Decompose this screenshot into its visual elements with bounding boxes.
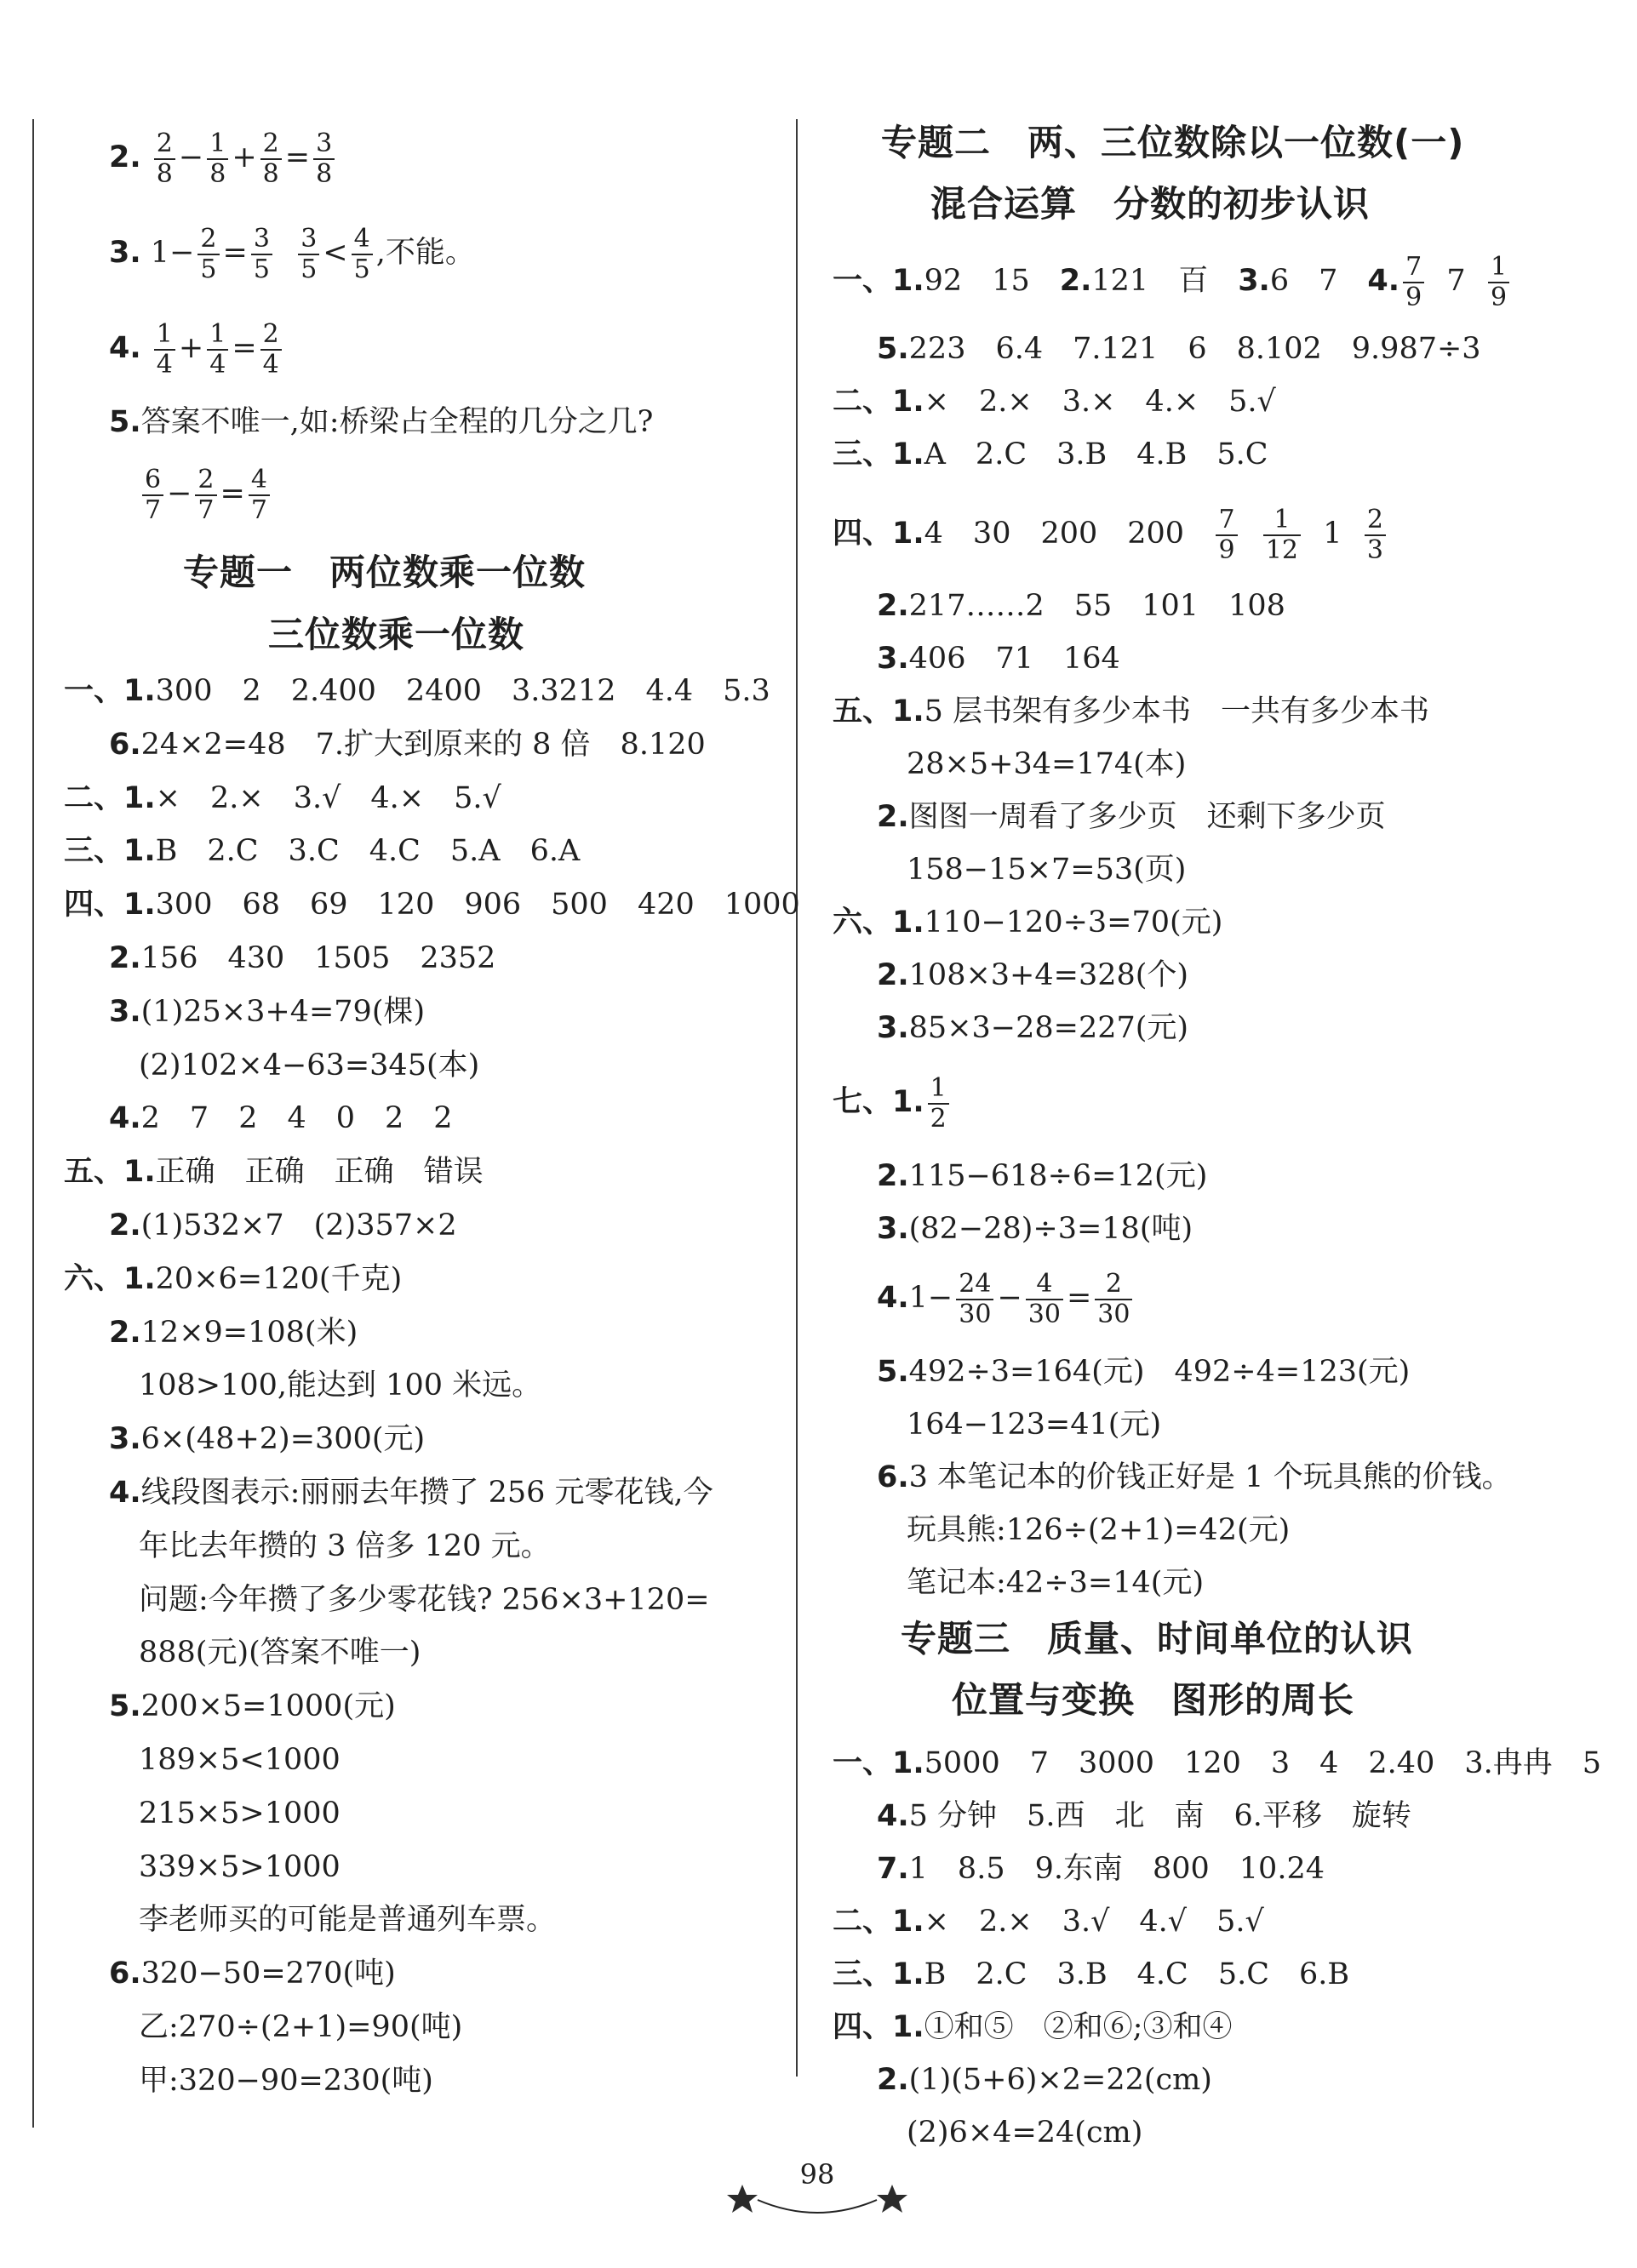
answer-text: 189×5<1000 xyxy=(139,1743,341,1777)
item-number: 四、1. xyxy=(833,2010,924,2044)
answer-line xyxy=(907,746,1186,783)
answer-text: 339×5>1000 xyxy=(139,1849,341,1884)
answer-text: 200×5=1000(元) xyxy=(140,1689,396,1724)
answer-text: 12×9=108(米) xyxy=(140,1315,358,1350)
right-section-7-line-4: 4.1− $\frac{24}{30}$ − $\frac{4}{30}$ = $\frac{2}{30}$ xyxy=(877,1260,1136,1336)
topic-three-heading: 专题三 质量、时间单位的认识 xyxy=(901,1618,1414,1660)
item-number: 二、1. xyxy=(64,780,156,815)
left-answer-5: 5.答案不唯一,如:桥梁占全程的几分之几? xyxy=(109,405,654,439)
topic-three-subheading: 位置与变换 图形的周长 xyxy=(952,1679,1355,1721)
answer-text: (82−28)÷3=18(吨) xyxy=(908,1212,1193,1246)
answer-line xyxy=(833,1956,1349,1993)
answer-line xyxy=(139,1741,341,1779)
answer-line xyxy=(877,1797,1411,1835)
answer-line xyxy=(139,1901,556,1939)
answer-text: 正确 正确 正确 错误 xyxy=(155,1155,484,1190)
answer-line xyxy=(877,1210,1193,1248)
answer-text: 406 71 164 xyxy=(908,642,1120,676)
answer-text: 164−123=41(元) xyxy=(907,1408,1162,1442)
answer-line xyxy=(877,1459,1512,1496)
item-number: 2. xyxy=(877,1159,909,1193)
answer-line xyxy=(833,904,1222,941)
answer-text: 20×6=120(千克) xyxy=(155,1261,403,1296)
answer-text: 223 6.4 7.121 6 8.102 9.987÷3 xyxy=(908,332,1481,366)
item-number: 4. xyxy=(877,1799,909,1833)
answer-line xyxy=(109,1955,396,1992)
answer-line xyxy=(907,1511,1290,1549)
item-number: 六、1. xyxy=(833,905,924,940)
answer-text: 110−120÷3=70(元) xyxy=(924,905,1223,940)
left-answer-4: 4. $\frac{1}{4}$ + $\frac{1}{4}$ = $\frac{2}{4}$ xyxy=(109,310,285,386)
item-number: 7. xyxy=(877,1852,909,1886)
item-number: 2. xyxy=(109,941,141,975)
right-section-1-line-1: 一、1.92 15 2.121 百 3.6 7 4. $\frac{7}{9}$ 7 $\frac{1}{9}$ xyxy=(833,243,1513,319)
answer-text: (2)102×4−63=345(本) xyxy=(139,1048,480,1083)
item-number: 3. xyxy=(109,1422,141,1457)
answer-line xyxy=(109,1474,713,1511)
star-icon xyxy=(727,2185,758,2213)
star-icon xyxy=(877,2185,907,2213)
answer-text: 28×5+34=174(本) xyxy=(907,747,1187,781)
item-number: 六、1. xyxy=(64,1261,156,1296)
answer-line xyxy=(877,1009,1188,1047)
answer-text: 6×(48+2)=300(元) xyxy=(140,1422,426,1457)
page-footer xyxy=(724,2157,911,2225)
answer-line xyxy=(877,1850,1325,1888)
item-number: 5. xyxy=(877,332,909,366)
answer-line xyxy=(109,940,495,977)
item-number: 2. xyxy=(877,2063,909,2097)
topic-two-subheading: 混合运算 分数的初步认识 xyxy=(930,183,1371,225)
answer-line xyxy=(109,1100,453,1137)
answer-line xyxy=(877,330,1481,368)
answer-line xyxy=(907,1564,1204,1602)
answer-line xyxy=(877,957,1188,994)
answer-line xyxy=(877,1353,1410,1391)
answer-line xyxy=(64,1153,484,1191)
answer-text: 85×3−28=227(元) xyxy=(908,1011,1189,1045)
answer-line xyxy=(109,993,425,1031)
answer-text: 甲:320−90=230(吨) xyxy=(139,2063,433,2098)
answer-text: × 2.× 3.× 4.× 5.√ xyxy=(924,385,1276,419)
answer-text: A 2.C 3.B 4.B 5.C xyxy=(924,437,1268,471)
answer-line xyxy=(139,1581,710,1619)
item-number: 2. xyxy=(877,800,909,834)
topic-one-subheading: 三位数乘一位数 xyxy=(268,614,525,655)
answer-text: × 2.× 3.√ 4.× 5.√ xyxy=(155,780,501,815)
item-number: 5. xyxy=(109,1689,141,1724)
left-answer-3: 3. 1− $\frac{2}{5}$ = $\frac{3}{5}$ $\frac{3}{5}$ < $\frac{4}{5}$ ,不能。 xyxy=(109,223,475,284)
answer-text: × 2.× 3.√ 4.√ 5.√ xyxy=(924,1905,1264,1939)
item-number: 3. xyxy=(109,994,141,1029)
answer-line xyxy=(139,1848,341,1886)
answer-text: 5000 7 3000 120 3 4 2.40 3.冉冉 5 xyxy=(924,1746,1602,1780)
answer-text: 问题:今年攒了多少零花钱? 256×3+120= xyxy=(139,1582,710,1617)
answer-text: 492÷3=164(元) 492÷4=123(元) xyxy=(908,1355,1411,1389)
item-number: 3. xyxy=(877,642,909,676)
answer-line xyxy=(139,1367,541,1404)
answer-text: 笔记本:42÷3=14(元) xyxy=(907,1566,1205,1600)
answer-line xyxy=(109,1420,425,1458)
answer-line xyxy=(64,672,770,710)
answer-line xyxy=(109,1688,396,1725)
item-number: 五、1. xyxy=(64,1155,156,1190)
answer-line xyxy=(833,2008,1232,2046)
item-number: 4. xyxy=(109,1476,141,1510)
item-number: 4. xyxy=(109,1101,141,1136)
answer-text: 5 层书架有多少本书 一共有多少本书 xyxy=(924,694,1430,728)
answer-text: 156 430 1505 2352 xyxy=(140,941,496,975)
item-number: 一、1. xyxy=(64,674,156,708)
answer-line xyxy=(139,2008,462,2046)
item-number: 6. xyxy=(109,1957,141,1991)
item-number: 五、1. xyxy=(833,694,924,728)
item-number: 6. xyxy=(109,727,141,762)
answer-text: (2)6×4=24(cm) xyxy=(907,2116,1143,2150)
answer-text: 年比去年攒的 3 倍多 120 元。 xyxy=(139,1528,551,1563)
answer-line xyxy=(833,383,1276,420)
answer-text: 888(元)(答案不唯一) xyxy=(139,1636,421,1671)
answer-text: B 2.C 3.B 4.C 5.C 6.B xyxy=(924,1957,1350,1991)
answer-line xyxy=(64,886,800,923)
item-number: 5. xyxy=(877,1355,909,1389)
answer-text: 115−618÷6=12(元) xyxy=(908,1159,1208,1193)
item-number: 6. xyxy=(877,1460,909,1494)
left-answer-5-formula: $\frac{6}{7}$ − $\frac{2}{7}$ = $\frac{4}{7}$ xyxy=(139,455,273,532)
item-number: 2. xyxy=(109,1315,141,1350)
answer-text: 24×2=48 7.扩大到原来的 8 倍 8.120 xyxy=(140,727,706,762)
item-number: 三、1. xyxy=(64,834,156,869)
answer-line xyxy=(833,693,1429,730)
item-number: 2. xyxy=(109,1208,141,1243)
answer-text: 300 2 2.400 2400 3.3212 4.4 5.3 xyxy=(155,674,770,708)
answer-line xyxy=(877,1157,1207,1195)
answer-text: 320−50=270(吨) xyxy=(140,1957,396,1991)
answer-text: B 2.C 3.C 4.C 5.A 6.A xyxy=(155,834,581,869)
answer-line xyxy=(877,2061,1212,2099)
answer-text: 5 分钟 5.西 北 南 6.平移 旋转 xyxy=(908,1799,1411,1833)
item-number: 3. xyxy=(877,1011,909,1045)
right-section-7-line-1: 七、1. $\frac{1}{2}$ xyxy=(833,1064,953,1140)
left-margin-line xyxy=(32,119,34,2128)
answer-line xyxy=(833,1903,1264,1940)
answer-text: ①和⑤ ②和⑥;③和④ xyxy=(924,2010,1233,2044)
answer-line xyxy=(139,1047,479,1084)
answer-line xyxy=(877,587,1285,625)
answer-line xyxy=(833,1745,1601,1782)
item-number: 四、1. xyxy=(64,888,156,923)
answer-text: 108×3+4=328(个) xyxy=(908,958,1189,992)
answer-line xyxy=(64,780,501,817)
answer-text: 108>100,能达到 100 米远。 xyxy=(139,1368,542,1403)
answer-line xyxy=(907,2114,1142,2151)
answer-text: 215×5>1000 xyxy=(139,1796,341,1831)
answer-text: (1)532×7 (2)357×2 xyxy=(140,1208,457,1243)
answer-line xyxy=(64,1260,402,1298)
item-number: 三、1. xyxy=(833,437,924,471)
item-number: 一、1. xyxy=(833,1746,924,1780)
answer-line xyxy=(833,436,1268,473)
answer-line xyxy=(877,640,1120,677)
answer-text: 158−15×7=53(页) xyxy=(907,853,1187,887)
answer-line xyxy=(109,726,706,763)
answer-line xyxy=(109,1207,457,1244)
topic-one-heading: 专题一 两位数乘一位数 xyxy=(183,551,587,593)
column-divider xyxy=(796,119,798,2077)
answer-text: 3 本笔记本的价钱正好是 1 个玩具熊的价钱。 xyxy=(908,1460,1512,1494)
answer-line xyxy=(109,1314,358,1351)
item-number: 3. xyxy=(877,1212,909,1246)
answer-text: 乙:270÷(2+1)=90(吨) xyxy=(139,2010,463,2044)
answer-text: (1)(5+6)×2=22(cm) xyxy=(908,2063,1212,2097)
answer-text: 1 8.5 9.东南 800 10.24 xyxy=(908,1852,1325,1886)
topic-two-heading: 专题二 两、三位数除以一位数(一) xyxy=(881,122,1465,163)
left-answer-2: 2. $\frac{2}{8}$ − $\frac{1}{8}$ + $\frac{2}{8}$ = $\frac{3}{8}$ xyxy=(109,119,338,196)
answer-line xyxy=(877,798,1386,836)
answer-text: (1)25×3+4=79(棵) xyxy=(140,994,426,1029)
footer-ornament xyxy=(724,2157,911,2225)
item-number: 二、1. xyxy=(833,1905,924,1939)
answer-line xyxy=(139,2062,433,2099)
answer-line xyxy=(139,1795,341,1832)
answer-line xyxy=(139,1634,421,1671)
item-number: 三、1. xyxy=(833,1957,924,1991)
answer-text: 李老师买的可能是普通列车票。 xyxy=(139,1903,557,1938)
answer-text: 300 68 69 120 906 500 420 1000 xyxy=(155,888,800,923)
item-number: 2. xyxy=(877,589,909,623)
answer-line xyxy=(139,1528,551,1565)
item-number: 2. xyxy=(877,958,909,992)
right-section-4-line-1: 四、1.4 30 200 200 $\frac{7}{9}$ $\frac{1}{12}$ 1 $\frac{2}{3}$ xyxy=(833,495,1389,572)
item-number: 二、1. xyxy=(833,385,924,419)
answer-text: 2 7 2 4 0 2 2 xyxy=(140,1101,453,1136)
answer-line xyxy=(64,832,580,870)
answer-line xyxy=(907,851,1186,888)
answer-text: 217……2 55 101 108 xyxy=(908,589,1285,623)
answer-text: 玩具熊:126÷(2+1)=42(元) xyxy=(907,1513,1291,1547)
answer-text: 线段图表示:丽丽去年攒了 256 元零花钱,今 xyxy=(140,1476,713,1510)
answer-line xyxy=(907,1406,1161,1443)
page-number: 98 xyxy=(799,2158,835,2191)
answer-text: 图图一周看了多少页 还剩下多少页 xyxy=(908,800,1386,834)
